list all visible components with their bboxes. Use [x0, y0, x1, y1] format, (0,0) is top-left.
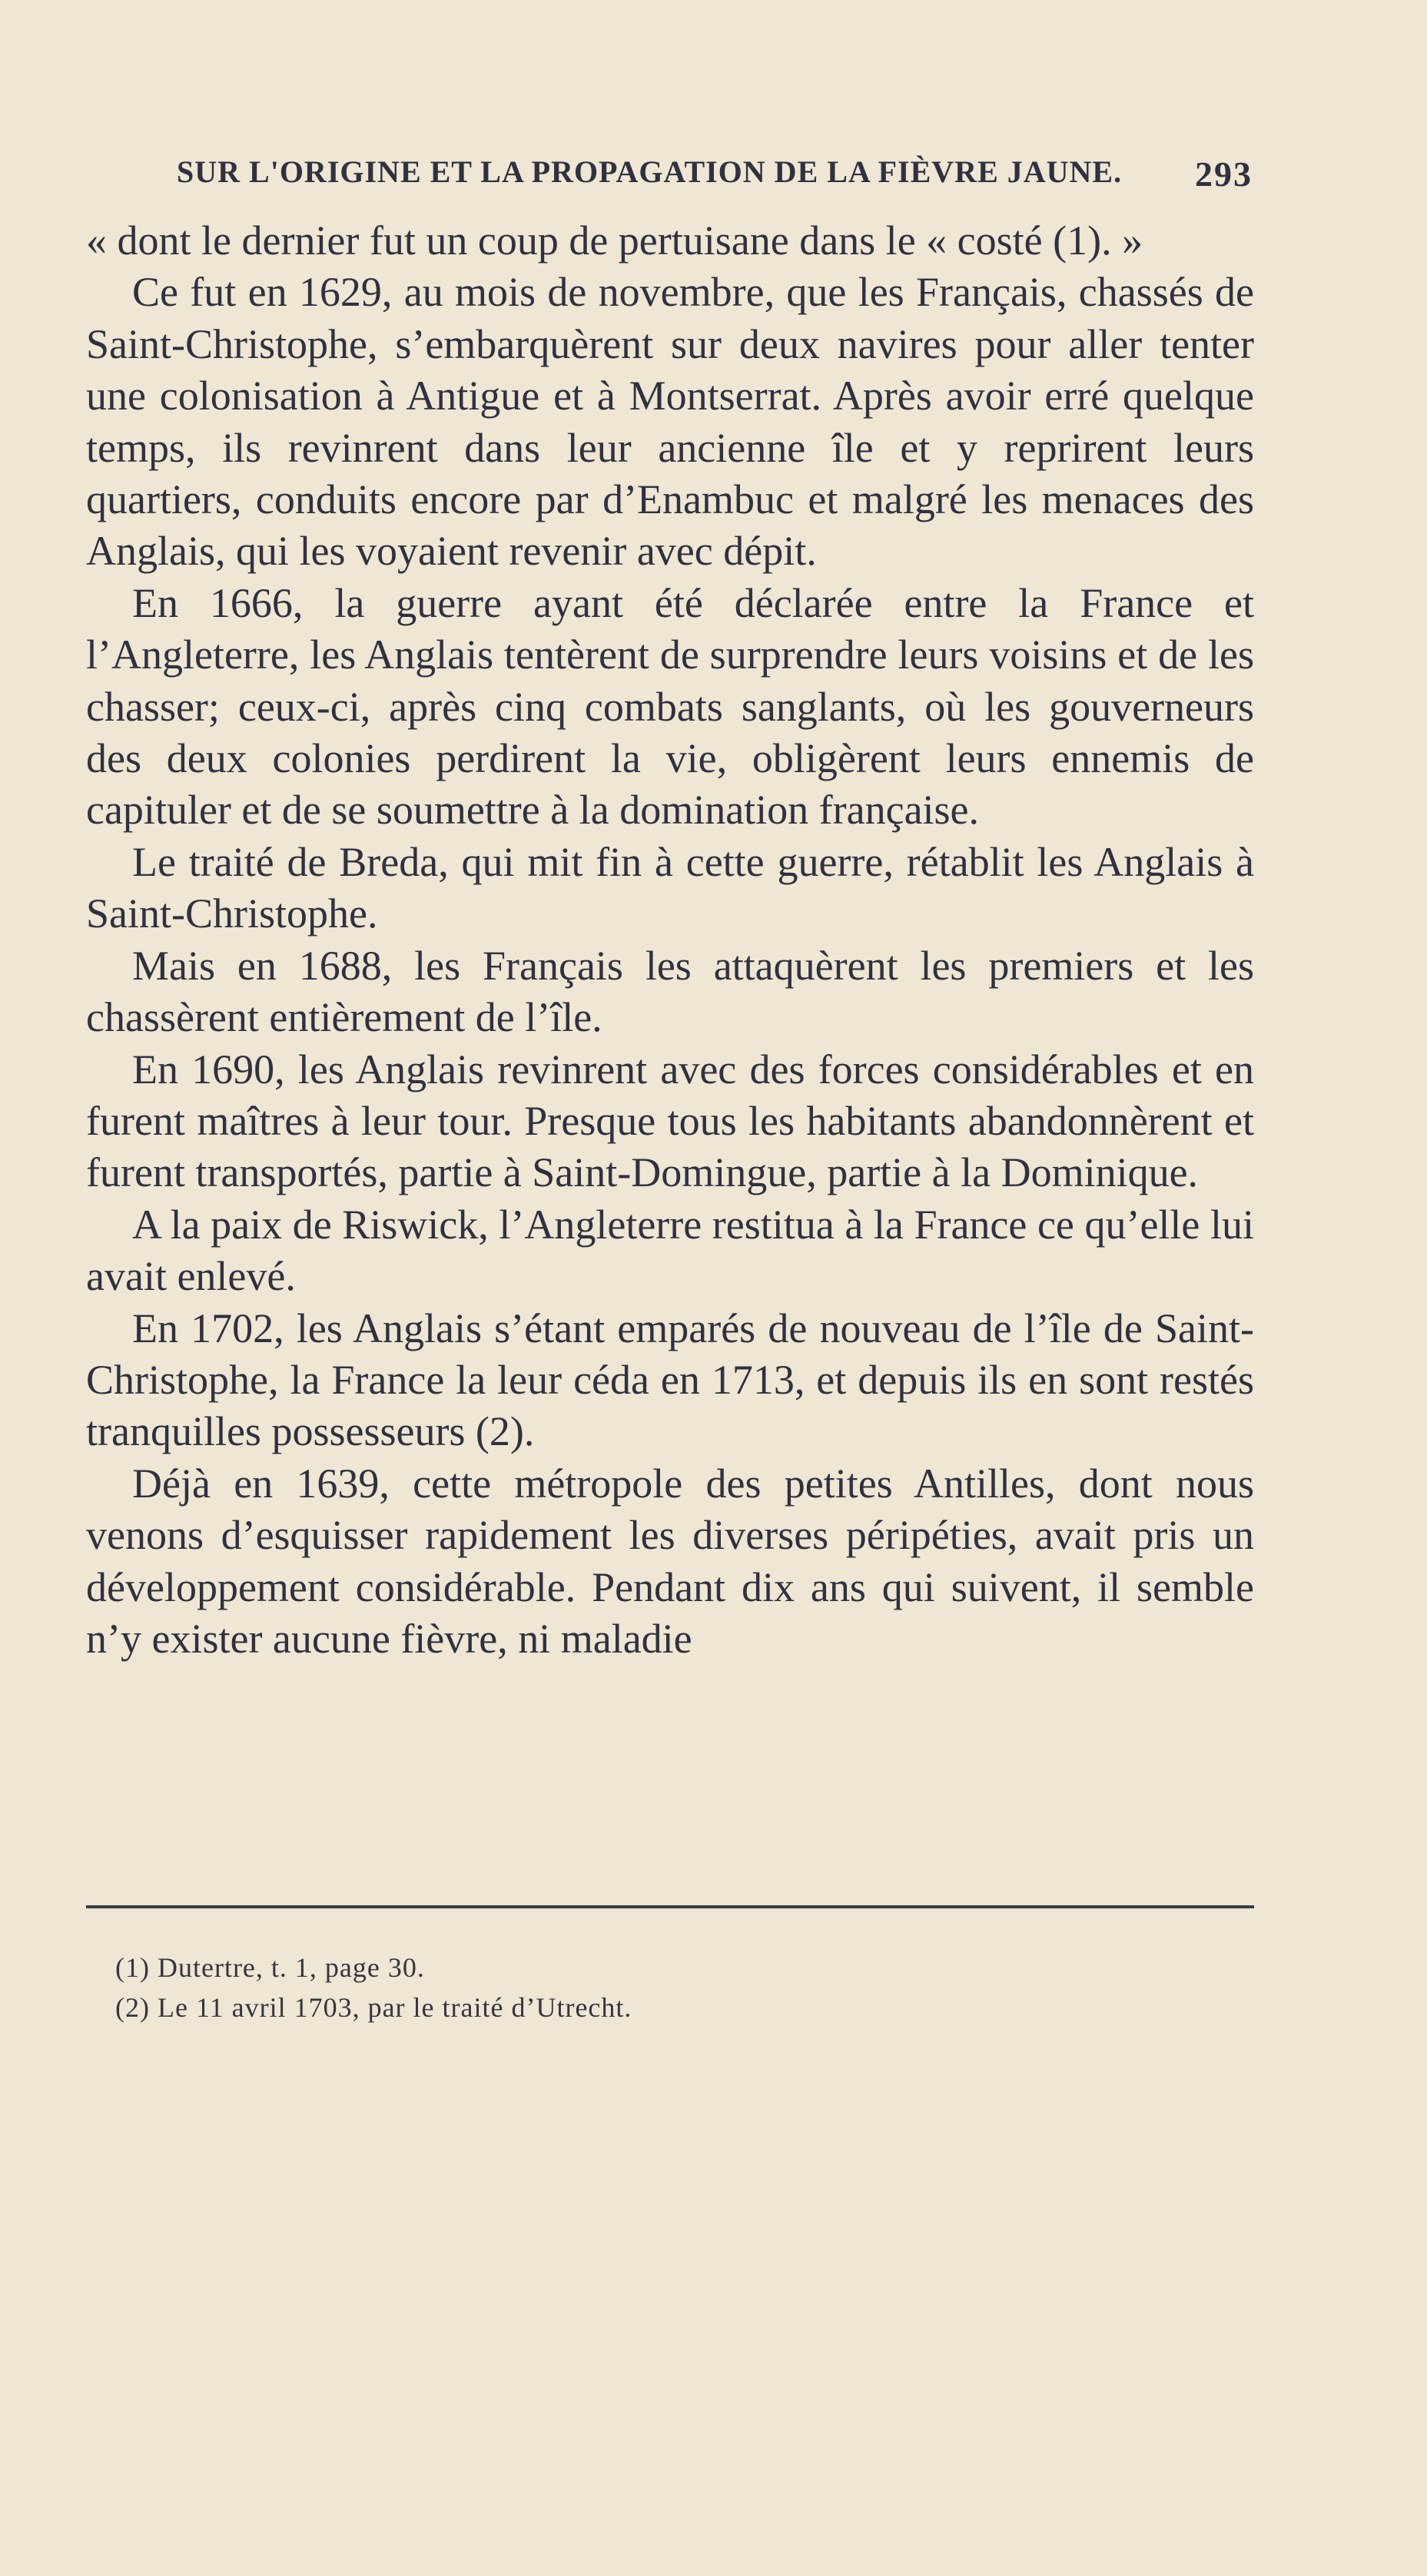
footnote-rule: [86, 1905, 1254, 1908]
running-title: SUR L'ORIGINE ET LA PROPAGATION DE LA FIÈVRE JAUNE.: [177, 154, 1123, 189]
running-head: [177, 154, 1253, 200]
paragraph: Déjà en 1639, cette métropole des petites Antilles, dont nous venons d’esquisser rapidement les diverses péripéties, avait pris un développement considérable. Pendant dix ans qui suivent, il semble n’y exister aucune fièvre, ni maladie: [86, 1460, 1254, 1662]
paragraph: A la paix de Riswick, l’Angleterre restitua à la France ce qu’elle lui avait enlevé.: [86, 1201, 1254, 1300]
paragraph: En 1666, la guerre ayant été déclarée entre la France et l’Angleterre, les Anglais tentèrent de surprendre leurs voisins et de les chasser; ceux-ci, après cinq combats sanglants, où les gouverneurs des deux colonies perdirent la vie, obligèrent leurs ennemis de capituler et de se soumettre à la domination française.: [86, 579, 1254, 834]
paragraph: En 1702, les Anglais s’étant emparés de nouveau de l’île de Saint-Christophe, la France la leur céda en 1713, et depuis ils en sont restés tranquilles possesseurs (2).: [86, 1305, 1254, 1455]
paragraph: Le traité de Breda, qui mit fin à cette guerre, rétablit les Anglais à Saint-Christophe.: [86, 838, 1254, 937]
page-number: 293: [1195, 154, 1253, 194]
footnote: (2) Le 11 avril 1703, par le traité d’Utrecht.: [115, 1992, 632, 2023]
body-text: [86, 215, 1254, 1665]
paragraph: Ce fut en 1629, au mois de novembre, que les Français, chassés de Saint-Christophe, s’embarquèrent sur deux navires pour aller tenter une colonisation à Antigue et à Montserrat. Après avoir erré quelque temps, ils revinrent dans leur ancienne île et y reprirent leurs quartiers, conduits encore par d’Enambuc et malgré les menaces des Anglais, qui les voyaient revenir avec dépit.: [86, 269, 1254, 575]
paragraph-quote-end: « dont le dernier fut un coup de pertuisane dans le « costé (1). »: [86, 217, 1143, 264]
paragraph: Mais en 1688, les Français les attaquèrent les premiers et les chassèrent entièrement de l’île.: [86, 942, 1254, 1041]
footnotes: [115, 1948, 1191, 2027]
paragraph: En 1690, les Anglais revinrent avec des forces considérables et en furent maîtres à leur tour. Presque tous les habitants abandonnèrent et furent transportés, partie à Saint-Domingue, partie à la Dominique.: [86, 1046, 1254, 1196]
footnote: (1) Dutertre, t. 1, page 30.: [115, 1952, 425, 1983]
